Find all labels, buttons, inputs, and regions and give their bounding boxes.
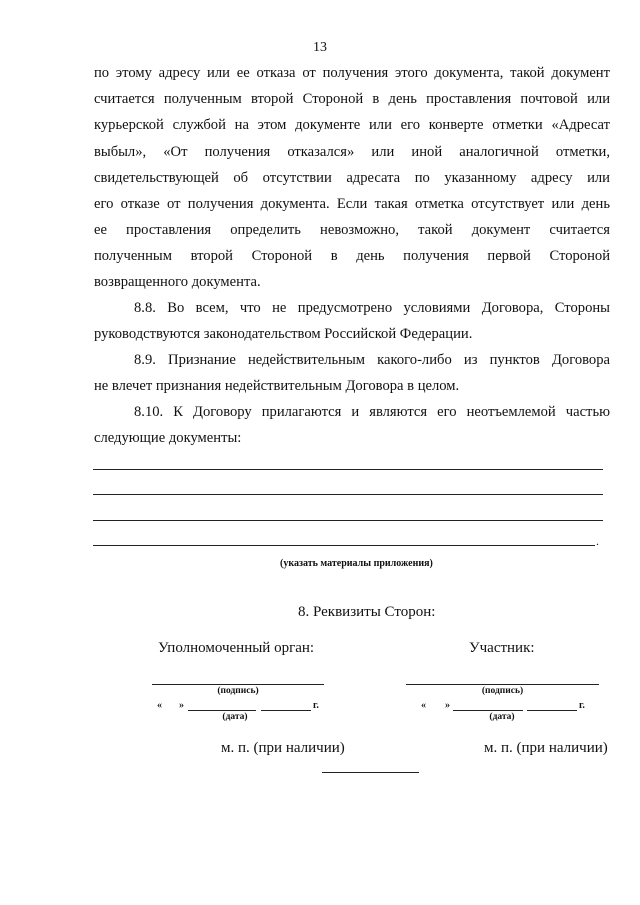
attachment-line <box>93 494 603 495</box>
left-signature-caption: (подпись) <box>217 686 259 696</box>
text-line: его отказе от получения документа. Если такая отметка отсутствует или день <box>94 196 610 212</box>
right-year-suffix: г. <box>579 700 585 711</box>
left-signature-line <box>152 684 324 685</box>
right-date-year-line <box>527 710 577 711</box>
attachment-line <box>93 545 595 546</box>
clause-8-8: 8.8. Во всем, что не предусмотрено условиями Договора, Стороны <box>134 300 610 316</box>
left-date-caption: (дата) <box>222 712 248 722</box>
left-date-close: » <box>179 700 184 711</box>
attachment-end-dot: . <box>596 534 599 548</box>
left-party-title: Уполномоченный орган: <box>158 640 315 656</box>
left-date-year-line <box>261 710 311 711</box>
right-date-month-line <box>453 710 523 711</box>
right-signature-line <box>406 684 599 685</box>
left-seal: м. п. (при наличии) <box>221 740 345 756</box>
attachment-line <box>93 469 603 470</box>
left-date-month-line <box>188 710 256 711</box>
text-line: возвращенного документа. <box>94 274 261 290</box>
text-line: следующие документы: <box>94 430 242 446</box>
text-line: руководствуются законодательством Российской Федерации. <box>94 326 473 342</box>
left-year-suffix: г. <box>313 700 319 711</box>
attachment-line <box>93 520 603 521</box>
bottom-divider <box>322 772 419 773</box>
text-line: курьерской службой на этом документе или его конверте отметки «Адресат <box>94 117 610 133</box>
attachments-caption: (указать материалы приложения) <box>280 558 433 569</box>
right-date-close: » <box>445 700 450 711</box>
page-number: 13 <box>313 40 327 55</box>
right-party-title: Участник: <box>469 640 535 656</box>
text-line: ее проставления определить невозможно, такой документ считается <box>94 222 610 238</box>
text-line: свидетельствующей об отсутствии адресата по указанному адресу или <box>94 170 610 186</box>
right-date-caption: (дата) <box>489 712 515 722</box>
text-line: выбыл», «От получения отказался» или иной аналогичной отметки, <box>94 144 610 160</box>
section-title: 8. Реквизиты Сторон: <box>298 604 436 620</box>
text-line: по этому адресу или ее отказа от получения этого документа, такой документ <box>94 65 610 81</box>
left-date-open: « <box>157 700 162 711</box>
right-signature-caption: (подпись) <box>481 686 524 696</box>
right-seal: м. п. (при наличии) <box>484 740 608 756</box>
text-line: полученным второй Стороной в день получения первой Стороной <box>94 248 610 264</box>
right-date-open: « <box>421 700 426 711</box>
text-line: не влечет признания недействительным Договора в целом. <box>94 378 460 394</box>
text-line: считается полученным второй Стороной в день проставления почтовой или <box>94 91 610 107</box>
clause-8-9: 8.9. Признание недействительным какого-либо из пунктов Договора <box>134 352 610 368</box>
clause-8-10: 8.10. К Договору прилагаются и являются его неотъемлемой частью <box>134 404 610 420</box>
